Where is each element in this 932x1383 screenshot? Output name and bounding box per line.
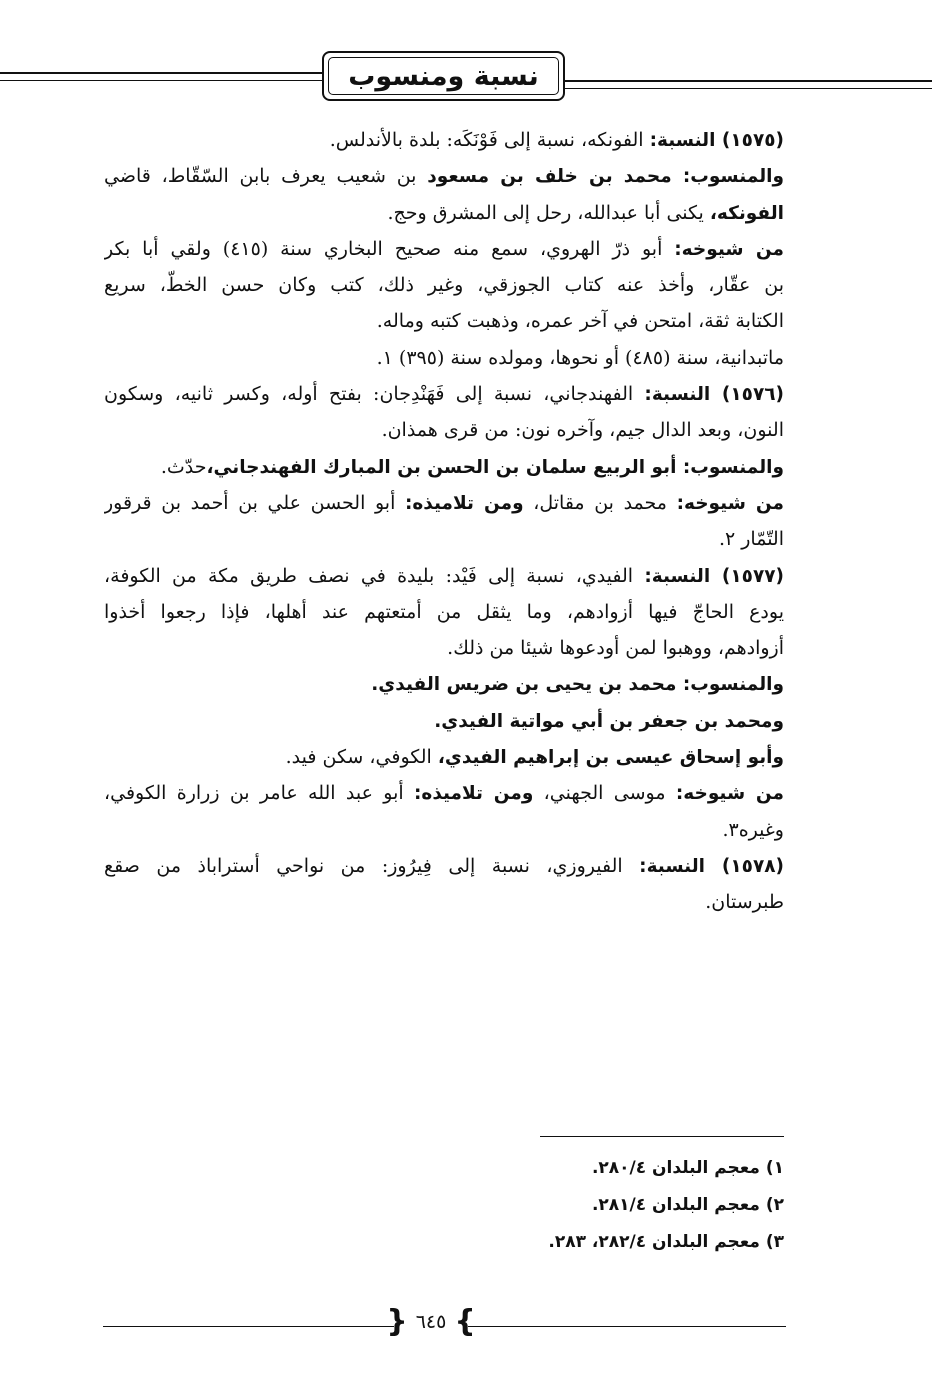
text-line <box>104 666 784 702</box>
running-title: نسبة ومنسوب <box>328 57 559 95</box>
text-line <box>104 195 784 231</box>
bold-run: ومن تلاميذه: <box>404 492 524 514</box>
text-line <box>104 594 784 630</box>
footnote-separator <box>540 1136 784 1137</box>
text-run: حدّث. <box>160 455 207 478</box>
bold-run: من شيوخه: <box>676 492 784 514</box>
text-run: أبو الحسن علي بن أحمد بن قرقور <box>104 491 405 514</box>
text-run: الكتابة ثقة، امتحن في آخر عمره، وذهبت كتبه وماله. <box>376 310 784 333</box>
text-line <box>104 412 784 448</box>
text-run: بن عقّار، وأخذ عنه كتاب الجوزقي، وغير ذلك، كتب وكان حسن الخطّ، سريع <box>104 274 784 297</box>
text-run: يودع الحاجّ فيها أزوادهم، وما يثقل من أمتعتهم عند أهلها، فإذا رجعوا أخذوا <box>104 600 784 623</box>
bold-run: والمنسوب: محمد بن خلف بن مسعود <box>427 166 784 188</box>
text-line <box>104 775 784 811</box>
bold-run: والمنسوب: أبو الربيع سلمان بن الحسن بن المبارك الفهندجاني، <box>206 456 784 478</box>
bold-run: (١٥٧٥) النسبة: <box>649 130 784 151</box>
page-number-bracket-right: } <box>386 1304 408 1339</box>
text-line <box>104 703 784 739</box>
text-run: أزوادهم، ووهبوا لمن أودعوها شيئا من ذلك. <box>447 637 784 660</box>
bold-run: ومن تلاميذه: <box>414 783 534 805</box>
text-line <box>104 558 784 594</box>
text-line <box>104 122 784 158</box>
bold-run: (١٥٧٧) النسبة: <box>644 565 784 587</box>
footnote-3: ٣) معجم البلدان ٢٨٢/٤، ٢٨٣. <box>548 1232 784 1252</box>
text-run: أبو ذرّ الهروي، سمع منه صحيح البخاري سنة (٤١٥) ولقي أبا بكر <box>104 237 675 260</box>
text-run: طبرستان. <box>705 891 784 914</box>
text-run: أبو عبد الله عامر بن زرارة الكوفي، <box>104 782 414 805</box>
footnotes <box>440 1150 784 1261</box>
header-rule-right <box>565 80 932 82</box>
footnote-1: ١) معجم البلدان ٢٨٠/٤. <box>591 1158 784 1178</box>
text-run: بن شعيب يعرف بابن السّقّاط، قاضي <box>104 165 428 188</box>
footer-rule-left <box>103 1326 394 1327</box>
footnote-2: ٢) معجم البلدان ٢٨١/٤. <box>591 1195 784 1215</box>
bold-run: من شيوخه: <box>675 783 784 805</box>
text-line <box>104 340 784 376</box>
text-line <box>104 231 784 267</box>
text-line <box>104 812 784 848</box>
text-line <box>104 521 784 557</box>
text-line <box>104 267 784 303</box>
header-rule-right-thin <box>565 88 932 89</box>
text-run: الفيدي، نسبة إلى فَيْد: بليدة في نصف طريق مكة من الكوفة، <box>104 564 645 587</box>
text-run: يكنى أبا عبدالله، رحل إلى المشرق وحج. <box>387 201 710 224</box>
text-run: التّمّار ٢. <box>718 528 784 551</box>
text-run: الفيروزي، نسبة إلى فِيرُوز: من نواحي أستراباذ من صقع <box>104 854 640 877</box>
text-run: الكوفي، سكن فيد. <box>285 746 438 769</box>
text-line <box>104 739 784 775</box>
header-title-frame <box>322 51 565 101</box>
text-line <box>104 630 784 666</box>
text-line <box>104 884 784 920</box>
text-run: النون، وبعد الدال جيم، وآخره نون: من قرى همذان. <box>381 419 784 442</box>
bold-run: ومحمد بن جعفر بن أبي مواتية الفيدي. <box>434 710 784 732</box>
bold-run: الفونكه، <box>709 202 784 224</box>
text-line <box>104 303 784 339</box>
text-run: محمد بن مقاتل، <box>523 491 677 514</box>
text-line <box>104 485 784 521</box>
text-run: الفونكه، نسبة إلى فَوْنَكَه: بلدة بالأندلس. <box>329 129 650 151</box>
page-number-box <box>386 1304 476 1339</box>
text-run: الفهندجاني، نسبة إلى فَهَنْدِجان: بفتح أوله، وكسر ثانيه، وسكون <box>104 383 645 406</box>
bold-run: (١٥٧٦) النسبة: <box>644 384 784 406</box>
text-line <box>104 848 784 884</box>
bold-run: من شيوخه: <box>674 238 784 260</box>
header-rule-left <box>0 72 322 74</box>
text-run: موسى الجهني، <box>533 782 676 805</box>
bold-run: وأبو إسحاق عيسى بن إبراهيم الفيدي، <box>437 747 784 769</box>
bold-run: (١٥٧٨) النسبة: <box>639 855 784 877</box>
bold-run: والمنسوب: محمد بن يحيى بن ضريس الفيدي. <box>371 674 784 696</box>
text-run: وغيره٣. <box>722 818 784 841</box>
body-text <box>104 122 784 921</box>
page-number: ٦٤٥ <box>415 1311 447 1333</box>
text-line <box>104 449 784 485</box>
text-line <box>104 158 784 194</box>
text-line <box>104 376 784 412</box>
header-rule-left-thin <box>0 80 322 81</box>
footer-rule-right <box>468 1326 786 1327</box>
page-number-bracket-left: { <box>454 1304 476 1339</box>
text-run: ماتبدانية، سنة (٤٨٥) أو نحوها، ومولده سنة (٣٩٥) ١. <box>376 346 784 369</box>
